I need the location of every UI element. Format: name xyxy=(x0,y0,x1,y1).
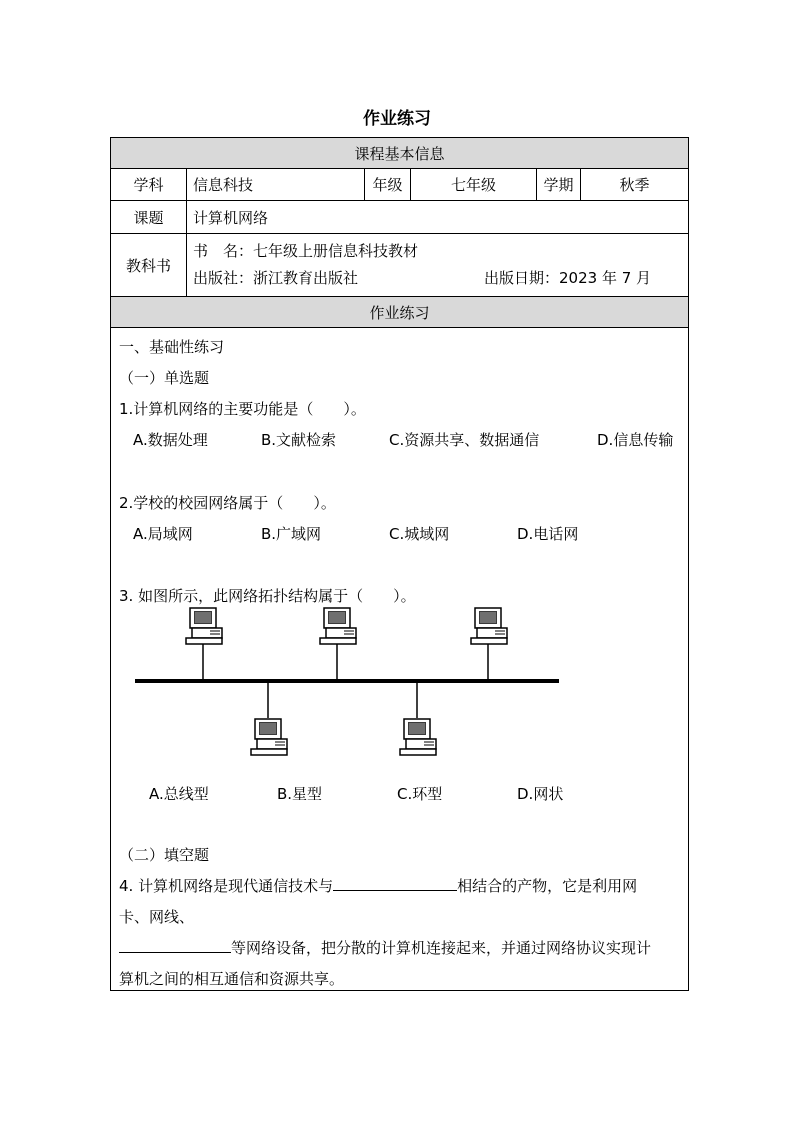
q1-option-b: B.文献检索 xyxy=(261,431,337,449)
book-name-line: 书 名：七年级上册信息科技教材 xyxy=(193,242,419,260)
question-4-line-3: 等网络设备，把分散的计算机连接起来，并通过网络协议实现计 xyxy=(119,937,651,958)
q1-option-c: C.资源共享、数据通信 xyxy=(389,431,540,449)
grade-label: 年级 xyxy=(365,169,411,201)
question-1-stem: 1.计算机网络的主要功能是（ ）。 xyxy=(119,400,366,418)
q2-option-b: B.广域网 xyxy=(261,525,322,543)
q2-option-a: A.局域网 xyxy=(133,525,193,543)
topic-label: 课题 xyxy=(111,201,187,234)
question-4-line-4: 算机之间的相互通信和资源共享。 xyxy=(119,970,345,988)
desktop-computer-icon xyxy=(186,608,222,644)
grade-value: 七年级 xyxy=(411,169,537,201)
subsection-fill-blank: （二）填空题 xyxy=(119,846,210,864)
q2-option-c: C.城域网 xyxy=(389,525,450,543)
desktop-computer-icon xyxy=(320,608,356,644)
q1-option-d: D.信息传输 xyxy=(597,431,674,449)
subject-value: 信息科技 xyxy=(187,169,365,201)
question-3-stem: 3. 如图所示，此网络拓扑结构属于（ ）。 xyxy=(119,587,416,605)
desktop-computer-icon xyxy=(471,608,507,644)
blank-2[interactable] xyxy=(119,952,231,953)
desktop-computer-icon xyxy=(400,719,436,755)
blank-1[interactable] xyxy=(333,890,457,891)
textbook-info xyxy=(187,234,689,297)
q3-option-a: A.总线型 xyxy=(149,785,209,803)
question-2-stem: 2.学校的校园网络属于（ ）。 xyxy=(119,494,336,512)
q3-option-c: C.环型 xyxy=(397,785,443,803)
desktop-computer-icon xyxy=(251,719,287,755)
publish-date: 出版日期：2023 年 7 月 xyxy=(484,269,652,287)
basic-info-header: 课程基本信息 xyxy=(111,138,689,169)
publisher-row xyxy=(193,265,682,292)
page-title: 作业练习 xyxy=(363,109,431,129)
q3-option-d: D.网状 xyxy=(517,785,564,803)
q3-option-b: B.星型 xyxy=(277,785,323,803)
question-4-line-1: 4. 计算机网络是现代通信技术与 相结合的产物，它是利用网 xyxy=(119,877,638,895)
homework-table xyxy=(110,137,689,991)
textbook-label: 教科书 xyxy=(111,234,187,297)
section-basic: 一、基础性练习 xyxy=(119,338,225,356)
exercise-header: 作业练习 xyxy=(111,297,689,328)
term-label: 学期 xyxy=(537,169,581,201)
q2-option-d: D.电话网 xyxy=(517,525,579,543)
publisher-line: 出版社：浙江教育出版社 xyxy=(193,269,359,287)
term-value: 秋季 xyxy=(581,169,689,201)
q1-option-a: A.数据处理 xyxy=(133,431,208,449)
bus-topology-diagram xyxy=(111,328,687,778)
question-4-line-2: 卡、网线、 xyxy=(119,908,195,926)
topic-value: 计算机网络 xyxy=(187,201,689,234)
exercise-content xyxy=(111,328,689,991)
subject-label: 学科 xyxy=(111,169,187,201)
subsection-single-choice: （一）单选题 xyxy=(119,369,210,387)
